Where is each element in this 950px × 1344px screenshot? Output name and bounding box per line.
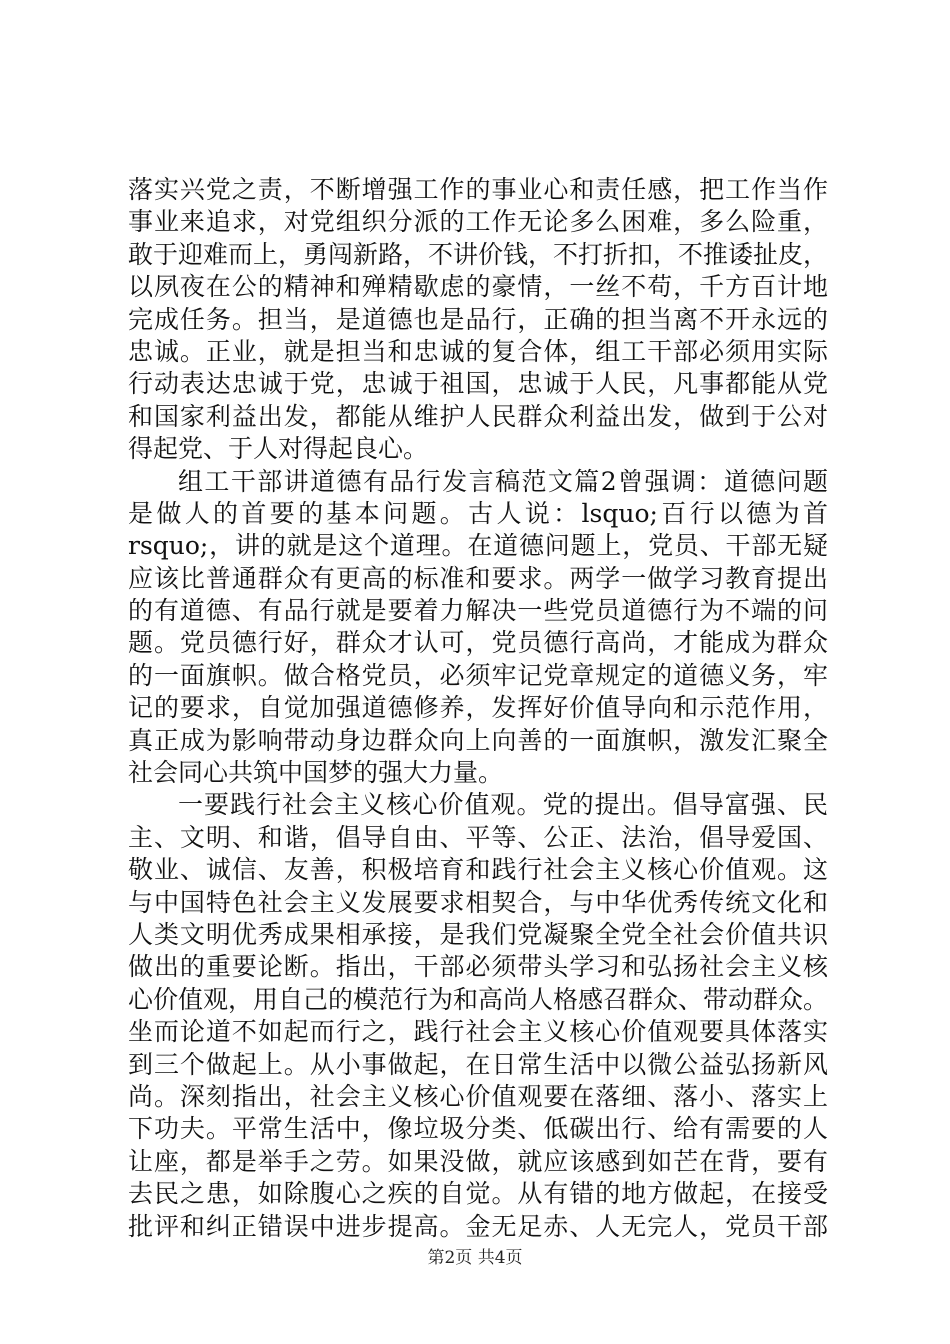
paragraph-3	[128, 789, 828, 1242]
text-line: 下功夫。平常生活中，像垃圾分类、低碳出行、给有需要的人	[128, 1114, 828, 1144]
text-line: 的有道德、有品行就是要着力解决一些党员道德行为不端的问	[128, 596, 828, 626]
text-line: 敢于迎难而上，勇闯新路，不讲价钱，不打折扣，不推诿扯皮，	[128, 239, 829, 269]
text-line: 做出的重要论断。指出，干部必须带头学习和弘扬社会主义核	[128, 952, 828, 982]
text-line: 心价值观，用自己的模范行为和高尚人格感召群众、带动群众。	[128, 984, 829, 1014]
text-line: 到三个做起上。从小事做起，在日常生活中以微公益弘扬新风	[128, 1049, 828, 1079]
text-line: 让座，都是举手之劳。如果没做，就应该感到如芒在背，要有	[128, 1146, 828, 1176]
text-line: 一要践行社会主义核心价值观。党的提出。倡导富强、民	[178, 790, 828, 820]
text-line: 和国家利益出发，都能从维护人民群众利益出发，做到于公对	[128, 401, 828, 431]
text-line: 社会同心共筑中国梦的强大力量。	[128, 758, 504, 788]
text-line: 得起党、于人对得起良心。	[128, 434, 429, 464]
paragraph-1	[128, 174, 828, 466]
text-line: rsquo;，讲的就是这个道理。在道德问题上，党员、干部无疑	[128, 531, 828, 561]
document-body	[128, 174, 828, 1243]
text-line: 应该比普通群众有更高的标准和要求。两学一做学习教育提出	[128, 563, 828, 593]
page-footer	[0, 1243, 950, 1268]
text-line: 组工干部讲道德有品行发言稿范文篇2曾强调：道德问题	[178, 466, 828, 496]
text-line: 题。党员德行好，群众才认可，党员德行高尚，才能成为群众	[128, 628, 828, 658]
text-line: 批评和纠正错误中进步提高。金无足赤、人无完人，党员干部	[128, 1211, 828, 1241]
text-line: 坐而论道不如起而行之，践行社会主义核心价值观要具体落实	[128, 1017, 828, 1047]
text-line: 落实兴党之责，不断增强工作的事业心和责任感，把工作当作	[128, 175, 828, 204]
text-line: 与中国特色社会主义发展要求相契合，与中华优秀传统文化和	[128, 887, 828, 917]
text-line: 以夙夜在公的精神和殚精歇虑的豪情，一丝不苟，千方百计地	[128, 272, 828, 302]
text-line: 人类文明优秀成果相承接，是我们党凝聚全党全社会价值共识	[128, 919, 828, 949]
text-line: 敬业、诚信、友善，积极培育和践行社会主义核心价值观。这	[128, 855, 828, 885]
text-line: 主、文明、和谐，倡导自由、平等、公正、法治，倡导爱国、	[128, 822, 828, 852]
text-line: 记的要求，自觉加强道德修养，发挥好价值导向和示范作用，	[128, 693, 828, 723]
text-line: 尚。深刻指出，社会主义核心价值观要在落细、落小、落实上	[128, 1081, 828, 1111]
text-line: 的一面旗帜。做合格党员，必须牢记党章规定的道德义务，牢	[128, 660, 828, 690]
paragraph-2	[128, 466, 828, 790]
text-line: 行动表达忠诚于党，忠诚于祖国，忠诚于人民，凡事都能从党	[128, 369, 828, 399]
text-line: 忠诚。正业，就是担当和忠诚的复合体，组工干部必须用实际	[128, 336, 828, 366]
text-line: 事业来追求，对党组织分派的工作无论多么困难，多么险重，	[128, 207, 828, 237]
text-line: 去民之患，如除腹心之疾的自觉。从有错的地方做起，在接受	[128, 1179, 828, 1209]
text-line: 完成任务。担当，是道德也是品行，正确的担当离不开永远的	[128, 304, 828, 334]
text-line: 是做人的首要的基本问题。古人说：lsquo;百行以德为首	[128, 498, 828, 528]
text-line: 真正成为影响带动身边群众向上向善的一面旗帜，激发汇聚全	[128, 725, 828, 755]
page-number: 第2页 共4页	[427, 1248, 523, 1268]
